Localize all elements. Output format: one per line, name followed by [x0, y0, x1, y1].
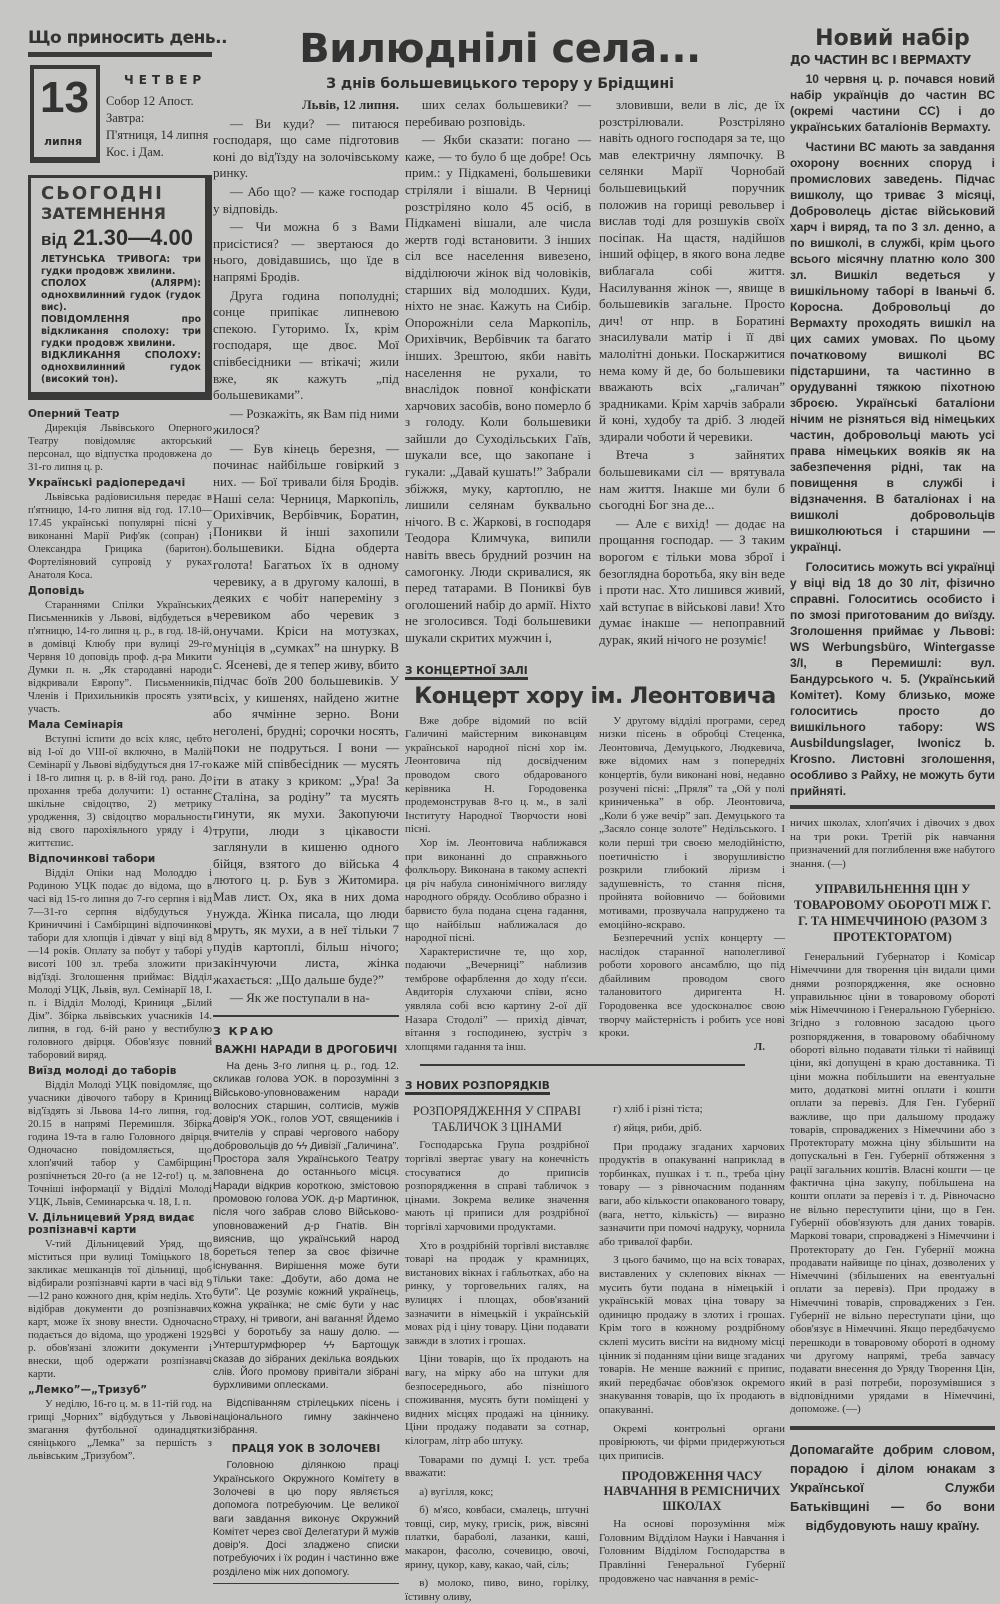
paragraphs — [213, 116, 399, 1007]
article-columns — [405, 97, 785, 651]
school-article-continuation — [790, 817, 995, 871]
notice-heading: Мала Семінарія — [28, 719, 124, 731]
alarm-signal: ВІДКЛИКАННЯ СПОЛОХУ: однохвилинний гудок (високий тон). — [41, 350, 201, 385]
paragraph: ґ) яйця, риби, дріб. — [613, 1122, 702, 1135]
regulation-title: РОЗПОРЯДЖЕННЯ У СПРАВІ ТАБЛИЧОК З ЦІНАМИ — [412, 1104, 582, 1135]
section-label: З КОНЦЕРТНОЇ ЗАЛІ — [405, 665, 528, 680]
notice-text: Дирекція Львівського Оперного Театру повідомляє акторський персонал, що відпустка продовжена до 31-го липня ц. р. — [28, 423, 212, 473]
divider — [213, 1015, 399, 1017]
regulation-column-1 — [405, 1103, 589, 1604]
paragraph: Генеральний Губернатор і Комісар Німеччини для творення цін видали цими днями розпорядження, яке основно управильнює ціни в товаровому обороті між Німеччиною і Генеральною Губернією. Згідно з головною засадою цього розпорядження, в товаровому обабічному обороті вільно подавати тільки ті найвищі ціни, які допущені в краю доставника. Ті ціни можна побільшити на евентуальне мито, додаткові митні оплати і кошти оплати за перевіз. Для Ген. Губернії важливе, що при дальшому продажу товарів, спроваджених з Німеччини або з Протекторату можна ціну збільшити на допускальні в Ген. Губернії обтяження з рації загальних коштів. Власні кошти — це фактична ціна закупу, побільшена на кошти оплати за перевіз і т. д. Рівночасно не вільно переступити ціни, що в Ген. Губернії обов'язують для даних товарів. Маркові товари, спроваджені з Німеччини і Протекторату до Ген. Губернії можна продавати найвище по цінах, дозволених у Німеччині (збільшених на евентуальні оплати за перевіз). При продажу в Німеччині товарів, спроваджених з Ген. Губернії не вільно переступати ціни, що обов'язує в Німеччині. Якщо передбачуємо перешкоди в товаровому обороті в одному чи другому напрямі, треба завчасу подавати внесення до Уряду Творення Цін, який в разі потреби, порозумівшися з відповідними урядами в Німеччині, допоможе. (—) — [790, 951, 995, 1416]
blackout-title: ЗАТЕМНЕННЯ — [41, 204, 166, 223]
paragraph: При продажу згаданих харчових продуктів в опакуванні наприклад в торбинках, пушках і т. п., треба ціну товару — з рівночасним поданням ваги, або кількости опакованого товару, (вага, нетто, кількість) — виразно зазначити при помочі надруку, чорнила або тривалої фарби. — [599, 1140, 785, 1248]
paragraph: Безперечний успіх концерту — наслідок старанної наполегливої роботи хорового ансамблю, що під дбайливим проводом свого талановитого диригента Н. Городовенка все удосконалює свою творчу майстерність і робить усе нові кроки. — [599, 932, 785, 1040]
article-column-3 — [599, 97, 785, 651]
paragraphs — [405, 1139, 589, 1604]
notice-heading: Виїзд молоді до таборів — [28, 1065, 177, 1077]
notice-text: V-тий Дільницевий Уряд, що міститься при вулиці Томіцького 18, закликає мешканців тої дільниці, щоб відбирали розпізнавчі карти в часі від 9—12 рано кожного дня, крім неділь. Хто відібрав документи до розпізнавчих карт, може їх знову внести. Одночасно подається до відома, що уроджені 1929 р. обов'язані зложити документи і внески, щоб одержати розпізнавчі карти. — [28, 1239, 212, 1380]
notice-heading: Доповідь — [28, 585, 85, 597]
recruitment-subtitle: ДО ЧАСТИН ВС І ВЕРМАХТУ — [790, 53, 971, 67]
column-title: Що приносить день.. — [28, 28, 228, 48]
notice-text: Львівська радіовисильня передає в п'ятницю, 14-го липня від год. 17.10—17.45 українські популярні пісні у виконанні Марії Риф'як (сопран) і Олександра Грицика (баритон). Фортеліяновий супровід у руках Анатоля Коса. — [28, 492, 212, 581]
regulations-section — [405, 1076, 785, 1604]
paragraph: На основі порозуміння між Головним Відділом Науки і Навчання і Головним Відділом Господарства в Правлінні Генеральної Губернії продовжено час навчання в реміс- — [599, 1518, 785, 1585]
middle-right-area — [405, 97, 785, 1604]
calendar-notes — [106, 93, 214, 161]
calendar-line: Собор 12 Апост. — [106, 94, 194, 108]
alarm-signals — [41, 254, 201, 386]
prices-article-text — [790, 951, 995, 1416]
middle-left-column — [213, 97, 399, 1584]
article-column-2 — [405, 97, 591, 649]
paragraph: ших селах большевики? — перебиваю розповідь. — [405, 97, 591, 129]
notice-text: Вступні іспити до всіх кляс, цебто від І-ої до VIII-ої включно, в Малій Семінарії у Львові відбудуться дня 17-го і 18-го липня ц. р. в 8-ій год. рано. До прохання треба долучити: 1) останнє шкільне свідоцтво, 2) метрику уродження, 3) свідоцтво моральности від свого парохіяльного уряду і 4) життєпис. — [28, 734, 212, 849]
paragraph: — Розкажіть, як Вам під ними жилося? — [213, 405, 399, 438]
dateline: Львів, 12 липня. — [301, 97, 399, 112]
paragraph: зловивши, вели в ліс, де їх розстрілювали. Розстріляно навіть одного господаря за те, що мав електричну лямпочку. В селянки Марії Чорнобай большевицький поручник положив на горищі револьвер і вислав тоді для розшуків своїх посіпак. На щастя, надійшов інший офіцер, в якого вона ледве виблагала собі життя. Насилування жінок —, явище в большевиків загальне. Просто дич! от нпр. в Боратині знасилували матір і її дві малолітні доньки. Поскаржитися нема кому й де, бо большевики вважають всіх „галичан” зрадниками. Крім харчів забрали й коні, худобу та дріб. З людей здирали чоботи й черевики. — [599, 97, 785, 444]
paragraph: З цього бачимо, що на всіх товарах, виставлених у склепових вікнах — мусить бути подана в німецькій і українській мовах ціна товару за одиницю продажу в злотих і грошах. Крім того в кожному роздрібному склепі мусить висіти на видному місці цінник зі поданням ціни вище згаданих товарів. Не менше важний є припис, який передбачає обов'язок окремого знакування товарів, що їх продають в опакуванні. — [599, 1254, 785, 1416]
time-range: 21.30—4.00 — [73, 225, 193, 250]
school-article-title: ПРОДОВЖЕННЯ ЧАСУ НАВЧАННЯ В РЕМІСНИЧИХ ШКОЛАХ — [603, 1469, 781, 1514]
blackout-box — [28, 175, 212, 400]
recruitment-title: Новий набір — [815, 26, 970, 51]
signature: Л. — [754, 1040, 765, 1053]
article-column-1 — [213, 97, 399, 1007]
weekday: ЧЕТВЕР — [124, 73, 207, 87]
alarm-signal: СПОЛОХ (АЛЯРМ): однохвилинний гудок (гудок вис). — [41, 278, 201, 313]
paragraph: Товарами по думці І. уст. треба вважати: — [405, 1453, 589, 1480]
paragraph: Хто в роздрібній торгівлі виставляє товарі на продаж у крамницях, вистанових вікнах і габльотках, або на ринку, у торговельних галях, на вулицях і площах, обов'язаний зазначити в німецькій і українській мовах рід і ціну товару. Ціни подавати завжди в злотих і грошах. — [405, 1239, 589, 1347]
right-column — [790, 26, 995, 1535]
paragraph: Ціни товарів, що їх продають на вагу, на мірку або на штуки для безпосереднього, або пізнішого споживання, мусять бути поміщені у видних місцях продажі на ціннику. Ціни продажу подавати за сотнар, кілограм, літр або штуку. — [405, 1353, 589, 1447]
paragraphs — [599, 1103, 785, 1463]
concert-section — [405, 661, 785, 1055]
paragraph: — Або що? — каже господар у відповідь. — [213, 183, 399, 216]
paragraph: в) молоко, пиво, вино, горілку, їстивну оливу, — [405, 1577, 589, 1603]
notice-heading: „Лемко”—„Тризуб” — [28, 1384, 148, 1396]
concert-title: Концерт хору ім. Леонтовича — [414, 683, 776, 709]
divider — [213, 1583, 399, 1584]
blackout-time — [41, 224, 201, 254]
divider — [28, 52, 212, 57]
concert-column-1 — [405, 715, 587, 1055]
subheadline: З днів большевицького терору у Брідщині — [326, 76, 674, 92]
divider — [420, 1064, 745, 1066]
notice-heading: Відпочинкові табори — [28, 853, 156, 865]
regulation-columns — [405, 1103, 785, 1604]
paragraph: — Як же поступали в на- — [229, 990, 370, 1006]
paragraph: — Ви куди? — питаюся господаря, що саме підготовив коні до від'їзду на золочівському ринку. — [213, 115, 399, 181]
calendar-line: П'ятниця, 14 липня — [106, 128, 209, 142]
paragraph: Друга година пополудні; сонце припікає липневою спекою. Гуторимо. Їх, крім господаря, ще двоє. Мої співбесідники — втікачі; жили вже, як кажуть „під большевиками”. — [213, 287, 399, 403]
paragraph: Головною ділянкою праці Українського Окружного Комітету в Золочеві в цю пору являється допомога потребуючим. Це великої ваги завдання виконує Окружний Комітет через свої Делегатури й мужів довір'я. Досі зладжено списки потребуючих і їх родин і частинно вже розділено між них допомогу. — [213, 1460, 399, 1578]
section-label: З НОВИХ РОЗПОРЯДКІВ — [405, 1080, 550, 1095]
paragraph: — Якби сказати: погано — каже, — то було б ще добре! Ось прим.: у Підкамені, большевики стріляли і вішали. В Черниці розстріляно коло 45 осіб, в Підкамені вішали, але числа жертв годі встановити. З інших сіл все населення вивезено, відділюючи жінок від чоловіків, старших від молодших. Куди, ніхто не знає. Кажуть на Сибір. Опорожніли села Маркопіль, Орихівчик, Вербівчик та багато інших. Зрештою, якби навіть населення не рухали, то внаслідок повної конфіскати харчових засобів, воно померло б з голоду. Коли большевики зайшли до Суходільських Гаїв, шукали все, що закопане і гукали: „Давай кушать!” Забрали збіжжя, муку, картоплю, не лишили селянам буквально нічого. В с. Жаркові, в господаря Теодора Климчука, випили навіть ввесь брудний розчин на самогонку. Люди скривалися, як перед татарами. В Поникві був оголошений набір до армії. Ніхто не зголосився. Тоді большевики шукали скритих мужчин і, — [405, 132, 591, 645]
notice-text: Відділ Опіки над Молоддю і Родиною УЦК подає до відома, що в часі від 15-го липня до 7-го серпня і від 7—31-го серпня відбудуться у Криниччині і Самбірщині відпочинкові табори для хлопців і дівчат у віці від 8—14 років. Оплату за побут у таборі у висоті 100 зл. треба зложити при від'їзді. Зголошення приймає: Відділ Молоді УЦК, Львів, вул. Семінарії 18, І. п. і Відділ Молоді, Криниця „Білий Дім”. Збірка львівських учасників 14. липня, в год. 6-ій рано у вестибулю головного двірця. Обов'язує повний таборовий виряд. — [28, 868, 212, 1061]
paragraph: Голоситись можуть всі українці у віці від 18 до 30 літ, фізично справні. Голоситись особисто і по змозі приготованим до виїзду. Зголошення приймає у Львові: WS Werbungsbüro, Wintergasse 3/I, в Перемишлі: вул. Бандурського ч. 5. (Український Комітет). Кому близько, може голоситись просто до вишкільного табору: WS Ausbildungslager, Iwonicz b. Krosno. Листовні зголошення, особливо з Райху, не можуть бути прийняті. — [790, 560, 995, 798]
left-column — [28, 28, 228, 1463]
headline: Вилюднілі села... — [299, 26, 701, 72]
region-heading: ВАЖНІ НАРАДИ В ДРОГОБИЧІ — [214, 1044, 398, 1057]
calendar-line: Завтра: — [106, 111, 145, 125]
paragraph: ничих школах, хлоп'ячих і дівочих з двох на три роки. Третій рік навчання призначений для поглиблення вже набутого знання. (—) — [790, 817, 995, 870]
notice-heading: Українські радіопередачі — [28, 477, 186, 489]
notice-heading: V. Дільницевий Уряд видає розпізнавчі карти — [28, 1212, 195, 1236]
time-prefix: від — [41, 230, 67, 249]
concert-column-2 — [599, 715, 785, 1055]
paragraph: г) хліб і різні тіста; — [613, 1103, 703, 1116]
blackout-title: СЬОГОДНІ — [41, 183, 164, 204]
paragraph: Відспіванням стрілецьких пісень і національного гимну закінчено зібрання. — [213, 1398, 399, 1437]
notices-list — [28, 408, 212, 1463]
paragraph: Характеристичне те, що хор, подаючи „Вечерниці” наблизив темброве офарблення до ходу п'єси. Авдиторія слухаючи співи, ясно уявляла собі всю картину 2-ої дії Назара Стодолі” — прихід дівчат, вітання з господинею, зустріч з хлопцями гадання та інш. — [405, 945, 587, 1053]
paragraph: На день 3-го липня ц. р., год. 12. скликав голова УОК. в порозумінні з Військово-уповноваженим наради волосних старшин, солтисів, мужів довір'я УОК., голов УОТ, священиків і вчителів у справі чергового набору добровольців до ϟϟ Дивізії „Галичина”. Простора заля Українського Театру заповнена до останнього місця. Наради відкрив короткою, змістовою промовою голова УОК. д-р Мартинюк, після чого забрав слово Військово-уповноважений д-р Гнатів. Він вияснив, що український народ бореться тепер за своє фізичне існування. Вирішення може бути тільки таке: „Добути, або дома не бути”. Це розуміє кожний українець, кожна українка; не сміє бути у нас страху, ні тривоги, ані вагання! Йдемо всі у боротьбу за нашу долю. — Унтерштурмфюрер ϟϟ Бартощук сказав до зібраних декілька воядьких слів. Його промову привітали зібрані бурхливими оплесками. — [213, 1061, 399, 1392]
alarm-signal: ЛЕТУНСЬКА ТРИВОГА: три гудки продовж хвилини. — [41, 254, 201, 277]
paragraph: Хор ім. Леонтовича наближався при виконанні до справжнього фолкльору. Виконана в такому аспекті ця річ набула синонімічного вигляду народного обряду. Особливо образно і барвисто була подана сцена гадання, що найбільш наближалася до народної пісні. — [405, 836, 587, 945]
paragraphs — [599, 715, 785, 1041]
date-month: липня — [44, 135, 83, 148]
divider — [790, 805, 995, 809]
notice-text: Стараннями Спілки Українських Письменників у Львові, відбудеться в п'ятницю, 14-го липня ц. р., в год. 18-ій, в домівці Клюбу при вулиці 29-го Червня 10 доповідь проф. д-ра Микити Думки п. н. „Як стародавні народи відкривали Европу”. Письменників, Членів і Прихильників просять узяти участь. — [28, 600, 212, 715]
paragraph: У другому відділі програми, серед низки пісень в обробці Стеценка, Леонтовича, Демуцького, Людкевича, вже відомих нам з попередніх концертів, були виконані нові, недавно розучені пісні: „Пряля” та „Ой у полі криниченька” в обр. Леонтовича, „Коли б уже вечір” зап. Демуцького та „Засяло сонце золоте” Недільського. І коли перші три своєю мелодійністю, поетичністю і зворушливістю розкрили глибокий ліризм і задушевність, то стання пісня, пройнята войовничо — бойовими мотивами, прозвучала напруджено та емоційно-яскраво. — [599, 714, 785, 931]
region-text — [213, 1060, 399, 1437]
alarm-signal: ПОВІДОМЛЕННЯ про відкликання сполоху: три гудки продовж хвилини. — [41, 314, 201, 349]
calendar-line: Кос. і Дам. — [106, 145, 164, 159]
paragraph: 10 червня ц. р. почався новий набір українців до частин ВС (окремі частини СС) і до українських баталіонів Вермахту. — [790, 72, 995, 134]
region-heading: ПРАЦЯ УОК В ЗОЛОЧЕВІ — [231, 1443, 381, 1456]
divider — [790, 1426, 995, 1430]
notice-heading: Оперний Театр — [28, 408, 120, 420]
date-day: 13 — [40, 73, 89, 122]
paragraph: Господарська Група роздрібної торгівлі звертає увагу на конечність стосуватися до приписів розпорядження в справі табличок з цінами. Зокрема велике значення мають ці приписи для роздрібної торгівлі харчовими продуктами. — [405, 1139, 589, 1233]
paragraph: Втеча з зайнятих большевиками сіл — врятувала нам життя. Інакше ми були б сьогодні Бог зна де... — [599, 447, 785, 513]
concert-columns — [405, 715, 785, 1055]
date-area — [28, 65, 212, 165]
date-box — [30, 65, 100, 163]
paragraph: б) м'ясо, ковбаси, смалець, штучні товщі, сир, муку, грисік, риж, вівсяні платки, бараболі, лазанки, каші, макарон, фасолю, сочевицю, овочі, ярину, цукор, каву, какао, чай, сіль; — [405, 1504, 589, 1571]
paragraph: Окремі контрольні органи провірюють, чи фірми придержуються цих приписів. — [599, 1422, 785, 1462]
paragraph: — Але є вихід! — додає на прощання господар. — З таким ворогом є тільки мова зброї і безоглядна боротьба, яку він веде і проти нас. Хто лишився живий, хай вступає в військові лави! Хто думає інакше — непоправний дурак, який нічого не розуміє! — [599, 515, 785, 647]
prices-article-title: УПРАВИЛЬНЕННЯ ЦІН У ТОВАРОВОМУ ОБОРОТІ МІЖ Г. Г. ТА НІМЕЧЧИНОЮ (РАЗОМ З ПРОТЕКТОРАТОМ) — [794, 882, 991, 944]
recruitment-text — [790, 71, 995, 799]
paragraph: — Був кінець березня, — починає найбільше говіркий з них. — Бої тривали біля Бродів. Наші села: Черниця, Маркопіль, Орихівчик, Вербівчик, Боратин, Поникви й інші захопили большевики. Бідна обдерта голота! Багатьох їх в одному черевику, а в другому калоші, в деяких є чобіт напереміну з черевиком або черевик з онучами. Кріси на мотузках, муніція в „сумках” на шнурку. В с. Ясеневі, де я тепер живу, вбито підчас боїв 200 большевиків. У всіх, у кишенях, найдено житне або ячмінне зерно. Вони неголені, брудні; сорочки носять, поки не подруться. І вони — каже мій співбесідник — мусять іти в атаку з криком: „Ура! За Сталіна, за родіну” та мусять гинути, як мухи. Закопуючи трупи, люди з цікавости заглянули в кишеню одного бійця, взятого до війська 4 лютого ц. р. Був з Житомира. Мав лист. Ох, яка в них дома нужда. Жінка писала, що люди мруть, як мухи, а в неї тільки 7 пудів картоплі, більш нічого; закінчуючи листа, жінка жахається: „Що дальше буде?” — [213, 440, 399, 987]
paragraph: Частини ВС мають за завдання охорону воєнних споруд і промислових заведень. Підчас вишколу, що триває 3 місяці, Доброволець дістає військовий харч і виряд, та по 3 зл. денно, а по вишколі, в службі, крім цього всього місячну платню коло 300 зл. Вишкіл ведеться у вишкільному таборі в Іваньчі б. Коросна. Добровольці до Вермахту проходять вишкіл на цих самих умовах. По цьому початковому вишколі ВС підстаршини, та частинно в орудуванні тяжкою піхотною зброєю. Українські баталіони нічим не різняться від німецьких частин, добровольці мають усі права німецьких вояків як на забезпечення рідні, так на повищення в службі і відзначення. В баталіонах і на вишколі добровольців вишколюються і старшини — українці. — [790, 140, 995, 554]
section-label: З КРАЮ — [213, 1025, 276, 1039]
paragraph: Вже добре відомий по всій Галичині майстерним виконавцям української народної пісні хор ім. Леонтовича під досвідченим проводом свого обдарованого керівника Н. Городовенка продемонстрував 8-го ц. м., в залі Інституту Народної Творчости нові пісні. — [405, 714, 587, 836]
notice-text: Відділ Молоді УЦК повідомляє, що учасники дівочого табору в Криниці від'їздять зі Львова 14-го липня, год. 20.15 в напрямі Перемишля. Збірка година 19-та в галю Головного двірця. Одночасно повідомляється, що хлоп'ячий табор у Самбірщині розпічнеться 20-го (а не 12-го!) ц. м. Точніші інформації у Відділі Молоді УЦК, Львів, Семинарська ч. 18, І. п. — [28, 1080, 212, 1208]
region-text — [213, 1459, 399, 1579]
notice-text: У неділю, 16-го ц. м. в 11-тій год. на грищі „Чорних” відбудуться у Львові змагання футбольної одинадцятки сяніцького „Лемка” за першість з львівським „Тризубом”. — [28, 1399, 212, 1462]
appeal-box: Допомагайте добрим словом, порадою і ділом юнакам з Української Служби Батьківщині — бо вони відбудовують нашу країну. — [790, 1442, 995, 1534]
paragraph: а) вугілля, кокс; — [419, 1485, 494, 1498]
paragraph: — Чи можна б з Вами присістися? — звертаюся до нього, довідавшись, що їде в напрямі Бродів. — [213, 219, 399, 284]
